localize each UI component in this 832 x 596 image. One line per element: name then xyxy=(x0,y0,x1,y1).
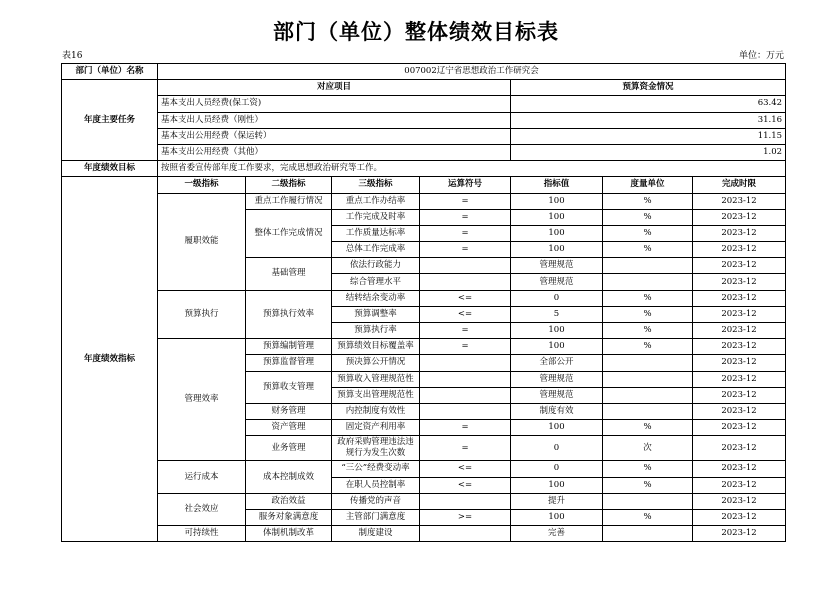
target-value: 完善 xyxy=(511,526,603,542)
target-value: 0 xyxy=(511,461,603,477)
operator: >= xyxy=(420,509,511,525)
indicator-row xyxy=(62,339,786,355)
level2-indicator: 服务对象满意度 xyxy=(246,509,332,525)
target-value: 5 xyxy=(511,306,603,322)
level2-indicator: 整体工作完成情况 xyxy=(246,209,332,258)
operator: = xyxy=(420,225,511,241)
header-value: 指标值 xyxy=(511,177,603,193)
deadline: 2023-12 xyxy=(693,420,786,436)
measure-unit: 次 xyxy=(603,436,693,461)
indicator-row xyxy=(62,193,786,209)
measure-unit: % xyxy=(603,420,693,436)
measure-unit: % xyxy=(603,209,693,225)
main-task-row xyxy=(62,144,786,160)
target-value: 制度有效 xyxy=(511,403,603,419)
deadline: 2023-12 xyxy=(693,209,786,225)
measure-unit: % xyxy=(603,509,693,525)
indicator-row xyxy=(62,493,786,509)
level2-indicator: 预算执行效率 xyxy=(246,290,332,339)
level1-indicator: 可持续性 xyxy=(158,526,246,542)
operator: <= xyxy=(420,290,511,306)
header-deadline: 完成时限 xyxy=(693,177,786,193)
performance-table xyxy=(61,63,786,542)
deadline: 2023-12 xyxy=(693,355,786,371)
operator: = xyxy=(420,323,511,339)
level3-indicator: 工作完成及时率 xyxy=(332,209,420,225)
task-amount: 31.16 xyxy=(511,112,786,128)
deadline: 2023-12 xyxy=(693,493,786,509)
level3-indicator: 综合管理水平 xyxy=(332,274,420,290)
level3-indicator: 预算收入管理规范性 xyxy=(332,371,420,387)
operator: <= xyxy=(420,477,511,493)
deadline: 2023-12 xyxy=(693,274,786,290)
level2-indicator: 财务管理 xyxy=(246,403,332,419)
target-value: 100 xyxy=(511,225,603,241)
level3-indicator: 内控制度有效性 xyxy=(332,403,420,419)
level2-indicator: 政治效益 xyxy=(246,493,332,509)
deadline: 2023-12 xyxy=(693,242,786,258)
measure-unit xyxy=(603,403,693,419)
target-value: 0 xyxy=(511,436,603,461)
target-value: 100 xyxy=(511,339,603,355)
level2-indicator: 成本控制成效 xyxy=(246,461,332,493)
indicator-row xyxy=(62,290,786,306)
annual-goal-label: 年度绩效目标 xyxy=(62,161,158,177)
main-task-row xyxy=(62,96,786,112)
deadline: 2023-12 xyxy=(693,225,786,241)
indicator-section-label: 年度绩效指标 xyxy=(62,177,158,542)
target-value: 管理规范 xyxy=(511,258,603,274)
operator: <= xyxy=(420,461,511,477)
measure-unit xyxy=(603,274,693,290)
task-item: 基本支出人员经费（刚性） xyxy=(158,112,511,128)
level1-indicator: 运行成本 xyxy=(158,461,246,493)
deadline: 2023-12 xyxy=(693,461,786,477)
target-value: 100 xyxy=(511,477,603,493)
measure-unit: % xyxy=(603,461,693,477)
deadline: 2023-12 xyxy=(693,436,786,461)
level2-indicator: 预算收支管理 xyxy=(246,371,332,403)
operator xyxy=(420,355,511,371)
target-value: 100 xyxy=(511,242,603,258)
operator: = xyxy=(420,242,511,258)
measure-unit: % xyxy=(603,306,693,322)
target-value: 提升 xyxy=(511,493,603,509)
dept-label: 部门（单位）名称 xyxy=(62,64,158,80)
level1-indicator: 管理效率 xyxy=(158,339,246,461)
operator: = xyxy=(420,339,511,355)
deadline: 2023-12 xyxy=(693,193,786,209)
operator xyxy=(420,526,511,542)
target-value: 管理规范 xyxy=(511,274,603,290)
indicator-row xyxy=(62,526,786,542)
measure-unit xyxy=(603,355,693,371)
level3-indicator: “三公”经费变动率 xyxy=(332,461,420,477)
level1-indicator: 履职效能 xyxy=(158,193,246,290)
task-item: 基本支出人员经费(保工资) xyxy=(158,96,511,112)
main-task-header-row xyxy=(62,80,786,96)
level3-indicator: 依法行政能力 xyxy=(332,258,420,274)
header-unit: 度量单位 xyxy=(603,177,693,193)
header-level1: 一级指标 xyxy=(158,177,246,193)
dept-row xyxy=(62,64,786,80)
header-operator: 运算符号 xyxy=(420,177,511,193)
indicator-row xyxy=(62,461,786,477)
measure-unit: % xyxy=(603,242,693,258)
measure-unit xyxy=(603,371,693,387)
measure-unit xyxy=(603,493,693,509)
measure-unit: % xyxy=(603,193,693,209)
deadline: 2023-12 xyxy=(693,258,786,274)
measure-unit xyxy=(603,526,693,542)
target-value: 100 xyxy=(511,323,603,339)
measure-unit: % xyxy=(603,339,693,355)
measure-unit: % xyxy=(603,477,693,493)
indicator-header-row xyxy=(62,177,786,193)
dept-name: 007002辽宁省思想政治工作研究会 xyxy=(158,64,786,80)
deadline: 2023-12 xyxy=(693,477,786,493)
deadline: 2023-12 xyxy=(693,387,786,403)
annual-goal-text: 按照省委宣传部年度工作要求，完成思想政治研究等工作。 xyxy=(158,161,786,177)
measure-unit xyxy=(603,387,693,403)
level3-indicator: 预决算公开情况 xyxy=(332,355,420,371)
target-value: 100 xyxy=(511,509,603,525)
operator xyxy=(420,403,511,419)
level1-indicator: 社会效应 xyxy=(158,493,246,525)
deadline: 2023-12 xyxy=(693,306,786,322)
operator xyxy=(420,493,511,509)
target-value: 全部公开 xyxy=(511,355,603,371)
level3-indicator: 工作质量达标率 xyxy=(332,225,420,241)
budget-header: 预算资金情况 xyxy=(511,80,786,96)
main-task-label: 年度主要任务 xyxy=(62,80,158,161)
level2-indicator: 预算编制管理 xyxy=(246,339,332,355)
target-value: 0 xyxy=(511,290,603,306)
deadline: 2023-12 xyxy=(693,403,786,419)
operator xyxy=(420,258,511,274)
level2-indicator: 体制机制改革 xyxy=(246,526,332,542)
task-amount: 11.15 xyxy=(511,128,786,144)
level2-indicator: 业务管理 xyxy=(246,436,332,461)
deadline: 2023-12 xyxy=(693,323,786,339)
level3-indicator: 主管部门满意度 xyxy=(332,509,420,525)
level3-indicator: 预算绩效目标覆盖率 xyxy=(332,339,420,355)
level2-indicator: 基础管理 xyxy=(246,258,332,290)
level1-indicator: 预算执行 xyxy=(158,290,246,339)
operator: = xyxy=(420,436,511,461)
deadline: 2023-12 xyxy=(693,290,786,306)
table-number: 表16 xyxy=(62,51,83,61)
annual-goal-row xyxy=(62,161,786,177)
page-title: 部门（单位）整体绩效目标表 xyxy=(273,20,559,44)
deadline: 2023-12 xyxy=(693,371,786,387)
level2-indicator: 重点工作履行情况 xyxy=(246,193,332,209)
task-amount: 1.02 xyxy=(511,144,786,160)
item-header: 对应项目 xyxy=(158,80,511,96)
level3-indicator: 在职人员控制率 xyxy=(332,477,420,493)
target-value: 100 xyxy=(511,193,603,209)
level2-indicator: 资产管理 xyxy=(246,420,332,436)
operator xyxy=(420,274,511,290)
task-item: 基本支出公用经费（保运转） xyxy=(158,128,511,144)
level2-indicator: 预算监督管理 xyxy=(246,355,332,371)
level3-indicator: 政府采购管理违法违规行为发生次数 xyxy=(332,436,420,461)
task-item: 基本支出公用经费（其他） xyxy=(158,144,511,160)
target-value: 100 xyxy=(511,420,603,436)
deadline: 2023-12 xyxy=(693,526,786,542)
operator: = xyxy=(420,420,511,436)
level3-indicator: 预算支出管理规范性 xyxy=(332,387,420,403)
header-level3: 三级指标 xyxy=(332,177,420,193)
measure-unit: % xyxy=(603,290,693,306)
deadline: 2023-12 xyxy=(693,509,786,525)
operator xyxy=(420,371,511,387)
task-amount: 63.42 xyxy=(511,96,786,112)
measure-unit: % xyxy=(603,225,693,241)
target-value: 管理规范 xyxy=(511,387,603,403)
main-task-row xyxy=(62,128,786,144)
header-level2: 二级指标 xyxy=(246,177,332,193)
operator xyxy=(420,387,511,403)
target-value: 管理规范 xyxy=(511,371,603,387)
unit-label: 单位：万元 xyxy=(738,51,784,61)
measure-unit: % xyxy=(603,323,693,339)
main-task-row xyxy=(62,112,786,128)
level3-indicator: 预算调整率 xyxy=(332,306,420,322)
level3-indicator: 传播党的声音 xyxy=(332,493,420,509)
target-value: 100 xyxy=(511,209,603,225)
level3-indicator: 制度建设 xyxy=(332,526,420,542)
level3-indicator: 结转结余变动率 xyxy=(332,290,420,306)
operator: = xyxy=(420,193,511,209)
operator: <= xyxy=(420,306,511,322)
level3-indicator: 总体工作完成率 xyxy=(332,242,420,258)
level3-indicator: 预算执行率 xyxy=(332,323,420,339)
level3-indicator: 重点工作办结率 xyxy=(332,193,420,209)
deadline: 2023-12 xyxy=(693,339,786,355)
operator: = xyxy=(420,209,511,225)
measure-unit xyxy=(603,258,693,274)
level3-indicator: 固定资产利用率 xyxy=(332,420,420,436)
